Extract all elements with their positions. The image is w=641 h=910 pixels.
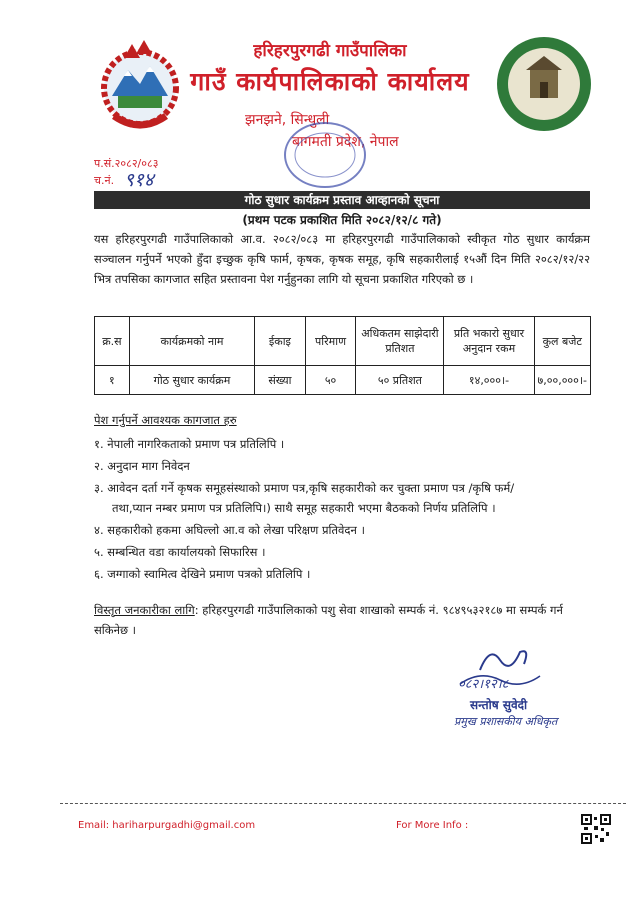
- reference-cn-label: च.नं.: [94, 174, 115, 187]
- document-item: २. अनुदान माग निवेदन: [94, 459, 190, 473]
- signatory-name: सन्तोष सुवेदी: [470, 698, 528, 712]
- signatory-title: प्रमुख प्रशासकीय अधिकृत: [454, 715, 558, 728]
- table-header: परिमाण: [305, 317, 356, 366]
- table-cell: ५०: [305, 366, 356, 395]
- table-cell: १: [95, 366, 130, 395]
- table-cell: संख्या: [255, 366, 306, 395]
- document-item: ४. सहकारीको हकमा अघिल्लो आ.व को लेखा परिक्षण प्रतिवेदन ।: [94, 523, 365, 537]
- table-row: [95, 366, 591, 395]
- table-header-row: [95, 317, 591, 366]
- documents-heading: पेश गर्नुपर्ने आवश्यक कागजात हरु: [94, 413, 237, 427]
- table-cell: ५० प्रतिशत: [356, 366, 444, 395]
- table-header: कुल बजेट: [534, 317, 590, 366]
- table-cell: गोठ सुधार कार्यक्रम: [129, 366, 254, 395]
- office-stamp: [280, 115, 370, 193]
- signature-scrawl: [450, 640, 570, 690]
- qr-code-icon: [581, 814, 611, 844]
- table-header: अधिकतम साझेदारी प्रतिशत: [356, 317, 444, 366]
- document-item: ६. जग्गाको स्वामित्व देखिने प्रमाण पत्रको प्रतिलिपि ।: [94, 567, 311, 581]
- document-item: ३. आवेदन दर्ता गर्ने कृषक समूहसंस्थाको प्रमाण पत्र,कृषि सहकारीको कर चुक्ता प्रमाण पत्र /कृषि फर्म/: [94, 481, 515, 495]
- nepal-emblem-logo: [92, 36, 188, 136]
- footer-email: Email: hariharpurgadhi@gmail.com: [78, 820, 256, 831]
- table-cell: ७,००,०००।-: [534, 366, 590, 395]
- notice-subtitle: (प्रथम पटक प्रकाशित मिति २०८२/१२/८ गते): [242, 213, 442, 227]
- document-item: तथा,प्यान नम्बर प्रमाण पत्र प्रतिलिपि।) साथै समूह सहकारी भएमा बैठकको निर्णय प्रतिलिपि ।: [112, 501, 496, 515]
- table-header: क्र.स: [95, 317, 130, 366]
- district-line: झनझने, सिन्धुली: [245, 112, 330, 128]
- footer-more-info: For More Info :: [396, 820, 469, 831]
- contact-info: [94, 600, 594, 640]
- table-header: प्रति भकारो सुधार अनुदान रकम: [444, 317, 534, 366]
- table-header: ईकाइ: [255, 317, 306, 366]
- document-item: १. नेपाली नागरिकताको प्रमाण पत्र प्रतिलिपि ।: [94, 437, 285, 451]
- notice-body: यस हरिहरपुरगढी गाउँपालिकाको आ.व. २०८२/०८३ मा हरिहरपुरगढी गाउँपालिकाको स्वीकृत गोठ सुधार कार्यक्रम सञ्चालन गर्नुपर्ने भएको हुँदा इच्छुक कृषि फार्म, कृषक, कृषक समूह, कृषि सहकारीलाई १५औं दिन मिति २०८२/१२/२२ भित्र तपसिका कागजात सहित प्रस्तावना पेश गर्नुहुनका लागि यो सूचना प्रकाशित गरिएको छ ।: [94, 232, 590, 286]
- table-header: कार्यक्रमको नाम: [129, 317, 254, 366]
- reference-cn-value: ९१४: [124, 169, 154, 191]
- palika-seal-logo: [494, 34, 594, 134]
- office-name: गाउँ कार्यपालिकाको कार्यालय: [190, 67, 470, 96]
- palika-name: हरिहरपुरगढी गाउँपालिका: [253, 41, 407, 61]
- footer-divider: [60, 803, 626, 804]
- reference-ps: प.सं.२०८२/०८३: [94, 157, 159, 170]
- document-item: ५. सम्बन्धित वडा कार्यालयको सिफारिस ।: [94, 545, 266, 559]
- notice-title: गोठ सुधार कार्यक्रम प्रस्ताव आव्हानको सूचना: [94, 191, 590, 209]
- contact-text: : हरिहरपुरगढी गाउँपालिकाको पशु सेवा शाखाको सम्पर्क नं. ९८४९५३२१८७ मा सम्पर्क गर्न सकिनेछ ।: [94, 603, 563, 637]
- table-cell: १४,०००।-: [444, 366, 534, 395]
- contact-label: विस्तृत जनकारीका लागि: [94, 603, 195, 617]
- program-table: [94, 316, 591, 395]
- signature-date: ०८२।१२।८: [458, 677, 509, 690]
- country-line: बागमती प्रदेश, नेपाल: [292, 134, 399, 150]
